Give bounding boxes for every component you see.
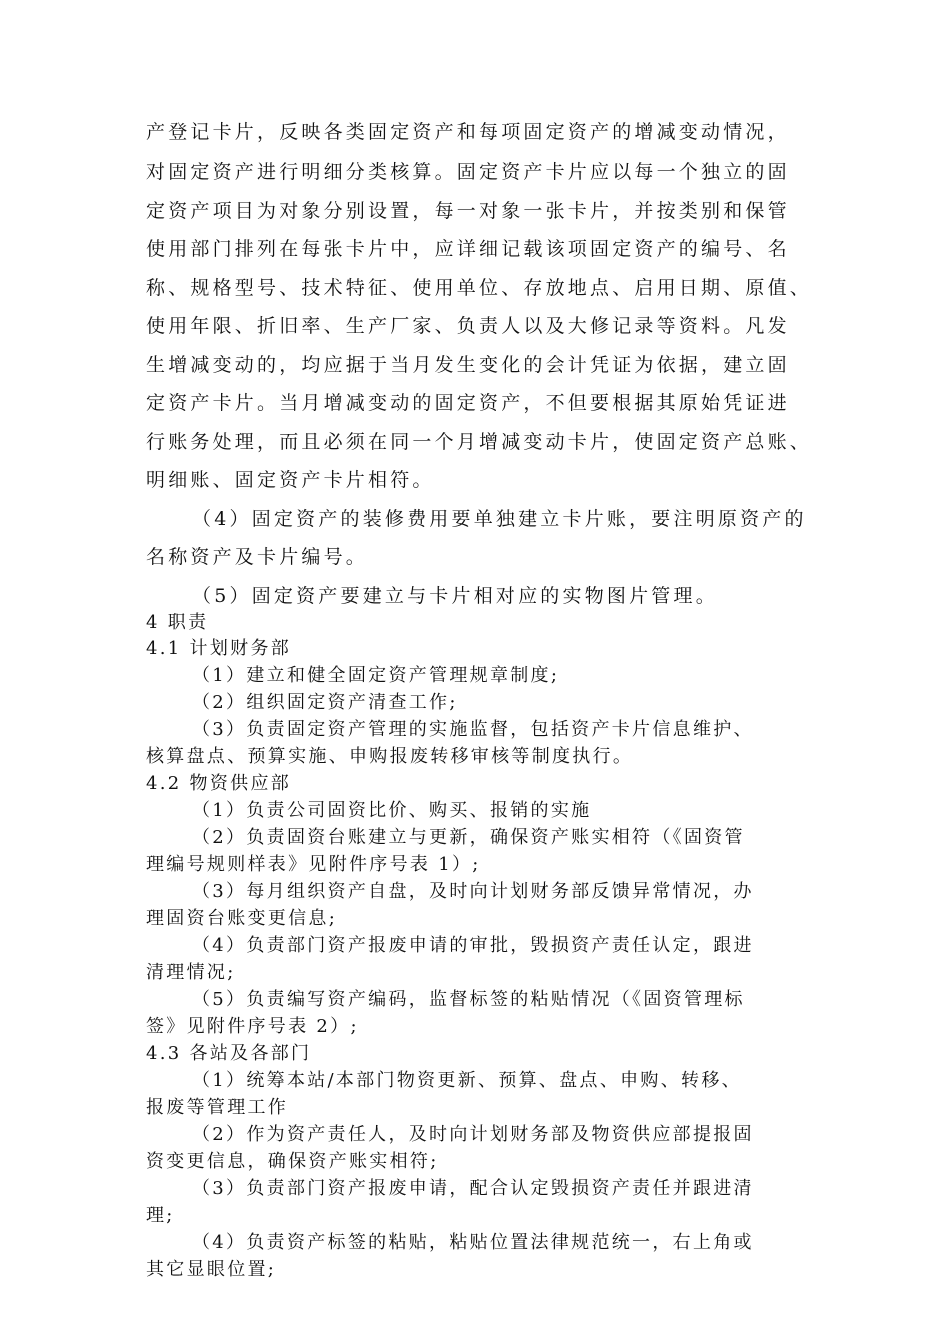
list-item: （3）每月组织资产自盘，及时向计划财务部反馈异常情况，办 [192,881,754,902]
list-item: （2）负责固资台账建立与更新，确保资产账实相符（《固资管 [192,827,745,848]
list-item-cont: 清理情况; [146,962,236,983]
list-item: （2）组织固定资产清查工作; [192,692,458,713]
paragraph-line: 定资产项目为对象分别设置，每一对象一张卡片，并按类别和保管 [146,200,790,222]
list-item: （4）负责资产标签的粘贴，粘贴位置法律规范统一，右上角或 [192,1232,754,1253]
list-item-cont: 理编号规则样表》见附件序号表 1）; [146,854,481,875]
list-item-cont: 报废等管理工作 [146,1097,289,1118]
subsection-heading: 4.2 物资供应部 [146,773,292,794]
paragraph-line: 使用部门排列在每张卡片中，应详细记载该项固定资产的编号、名 [146,238,790,260]
paragraph-line: 产登记卡片，反映各类固定资产和每项固定资产的增减变动情况， [146,121,790,143]
paragraph-line: 使用年限、折旧率、生产厂家、负责人以及大修记录等资料。凡发 [146,315,790,337]
list-item: （1）建立和健全固定资产管理规章制度; [192,665,560,686]
list-item: （4）负责部门资产报废申请的审批，毁损资产责任认定，跟进 [192,935,754,956]
paragraph-line: 称、规格型号、技术特征、使用单位、存放地点、启用日期、原值、 [146,277,813,299]
list-item-cont: 理; [146,1205,175,1226]
subsection-heading: 4.1 计划财务部 [146,638,292,659]
subsection-heading: 4.3 各站及各部门 [146,1043,312,1064]
list-item: （1）统筹本站/本部门物资更新、预算、盘点、申购、转移、 [192,1070,742,1091]
list-item-cont: 签》见附件序号表 2）; [146,1016,359,1037]
list-item-4: （4）固定资产的装修费用要单独建立卡片账，要注明原资产的 [192,508,807,530]
section-heading: 4 职责 [146,612,209,633]
list-item-cont: 资变更信息，确保资产账实相符; [146,1151,439,1172]
list-item-5: （5）固定资产要建立与卡片相对应的实物图片管理。 [192,585,718,607]
list-item: （2）作为资产责任人，及时向计划财务部及物资供应部提报固 [192,1124,754,1145]
list-item-cont: 理固资台账变更信息; [146,908,338,929]
paragraph-line: 对固定资产进行明细分类核算。固定资产卡片应以每一个独立的固 [146,161,790,183]
list-item: （5）负责编写资产编码，监督标签的粘贴情况（《固资管理标 [192,989,745,1010]
paragraph-line: 明细账、固定资产卡片相符。 [146,469,435,491]
list-item: （3）负责部门资产报废申请，配合认定毁损资产责任并跟进清 [192,1178,754,1199]
paragraph-line: 行账务处理，而且必须在同一个月增减变动卡片，使固定资产总账、 [146,431,813,453]
list-item-4-cont: 名称资产及卡片编号。 [146,546,369,568]
list-item-cont: 核算盘点、预算实施、申购报废转移审核等制度执行。 [146,746,634,767]
list-item: （3）负责固定资产管理的实施监督，包括资产卡片信息维护、 [192,719,754,740]
list-item-cont: 其它显眼位置; [146,1259,277,1280]
paragraph-line: 生增减变动的，均应据于当月发生变化的会计凭证为依据，建立固 [146,354,790,376]
list-item: （1）负责公司固资比价、购买、报销的实施 [192,800,592,821]
paragraph-line: 定资产卡片。当月增减变动的固定资产，不但要根据其原始凭证进 [146,392,790,414]
